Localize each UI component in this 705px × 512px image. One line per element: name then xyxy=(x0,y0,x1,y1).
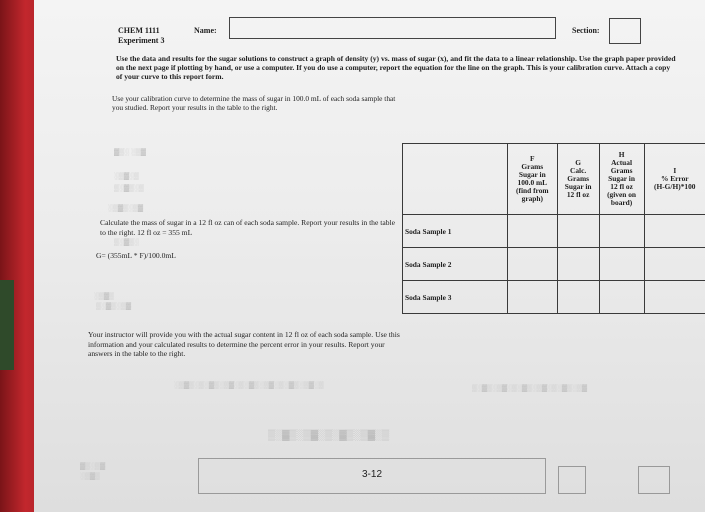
calibration-instructions: Use your calibration curve to determine the mass of sugar in 100.0 mL of each soda sample that you studied. Report your results in the table to the right. xyxy=(112,94,396,112)
mass-formula: G= (355mL * F)/100.0mL xyxy=(96,251,176,260)
table-cell[interactable] xyxy=(508,281,558,314)
bleed-through-text: ░▒▓▒░▒░▓▒░▒▓░▒░▓▒░▒▓░▒░▓▒░▒▓░▒ xyxy=(174,381,324,389)
green-desk-object xyxy=(0,280,14,370)
table-row xyxy=(403,281,705,314)
bleed-through-text: ▒░▓▒░▒ xyxy=(114,184,144,192)
results-table xyxy=(402,143,705,314)
bleed-through-text: ░▒▓▒░▒▓ xyxy=(108,204,144,212)
table-header-cell: G Calc. Grams Sugar in 12 fl oz xyxy=(557,144,599,215)
worksheet-page xyxy=(34,0,705,512)
row-label: Soda Sample 2 xyxy=(403,248,508,281)
table-cell[interactable] xyxy=(599,248,644,281)
bleed-through-text: ░▒▓▒ xyxy=(94,292,114,300)
row-label: Soda Sample 1 xyxy=(403,215,508,248)
table-cell[interactable] xyxy=(599,281,644,314)
red-binder-edge xyxy=(0,0,36,512)
experiment-label: Experiment 3 xyxy=(118,36,165,45)
bleed-through-text: ▓▒░ ░▒▓ xyxy=(114,148,146,156)
bleed-through-box xyxy=(638,466,670,494)
table-header-cell xyxy=(403,144,508,215)
mass-calculation-instructions: Calculate the mass of sugar in a 12 fl oz can of each soda sample. Report your results in the table to the right. 12 fl oz = 355 mL xyxy=(100,218,396,237)
bleed-through-text: ▒░▓▒░▒▓░▒░▓▒░▒▓░▒ xyxy=(268,430,390,441)
table-cell[interactable] xyxy=(644,215,705,248)
table-header-row xyxy=(403,144,705,215)
bleed-through-text: ▒░▓▒░▒▓ xyxy=(96,302,132,310)
course-label: CHEM 1111 xyxy=(118,26,160,35)
table-header-cell: I % Error (H-G/H)*100 xyxy=(644,144,705,215)
bleed-through-text: ▒░▓▒░ xyxy=(114,238,139,246)
table-row xyxy=(403,215,705,248)
footer-box xyxy=(198,458,546,494)
name-field[interactable] xyxy=(229,17,556,39)
table-cell[interactable] xyxy=(557,248,599,281)
bleed-through-text: ▓▒░▒▓ xyxy=(80,462,106,470)
table-cell[interactable] xyxy=(508,248,558,281)
page-number: 3-12 xyxy=(361,469,382,480)
table-cell[interactable] xyxy=(644,281,705,314)
bleed-through-text: ▒░▓▒░▒▓░▒░▓▒░▒▓░▒░▓▒░▒▓ xyxy=(472,384,587,392)
bleed-through-text: ░▒▓▒ xyxy=(80,472,100,480)
table-cell[interactable] xyxy=(599,215,644,248)
name-label: Name: xyxy=(194,26,217,35)
section-label: Section: xyxy=(572,26,600,35)
section-field[interactable] xyxy=(609,18,641,44)
table-cell[interactable] xyxy=(508,215,558,248)
table-header-cell: H Actual Grams Sugar in 12 fl oz (given on board) xyxy=(599,144,644,215)
bleed-through-box xyxy=(558,466,586,494)
table-cell[interactable] xyxy=(557,215,599,248)
table-row xyxy=(403,248,705,281)
graph-instructions: Use the data and results for the sugar solutions to construct a graph of density (y) vs. mass of sugar (x), and fit the data to a linear relationship. Use the graph paper provided on the next page if plotting by hand, or use a computer. If you do use a computer, report the equation for the line on the graph. This is your calibration curve. Attach a copy of your curve to this report form. xyxy=(116,54,676,81)
row-label: Soda Sample 3 xyxy=(403,281,508,314)
percent-error-instructions: Your instructor will provide you with the actual sugar content in 12 fl oz of each soda sample. Use this information and your calculated results to determine the percent error in your results. Report your answers in the table to the right. xyxy=(88,330,400,358)
table-header-cell: F Grams Sugar in 100.0 mL (find from graph) xyxy=(508,144,558,215)
bleed-through-text: ░▒▓░▒ xyxy=(114,172,139,180)
table-cell[interactable] xyxy=(644,248,705,281)
table-cell[interactable] xyxy=(557,281,599,314)
